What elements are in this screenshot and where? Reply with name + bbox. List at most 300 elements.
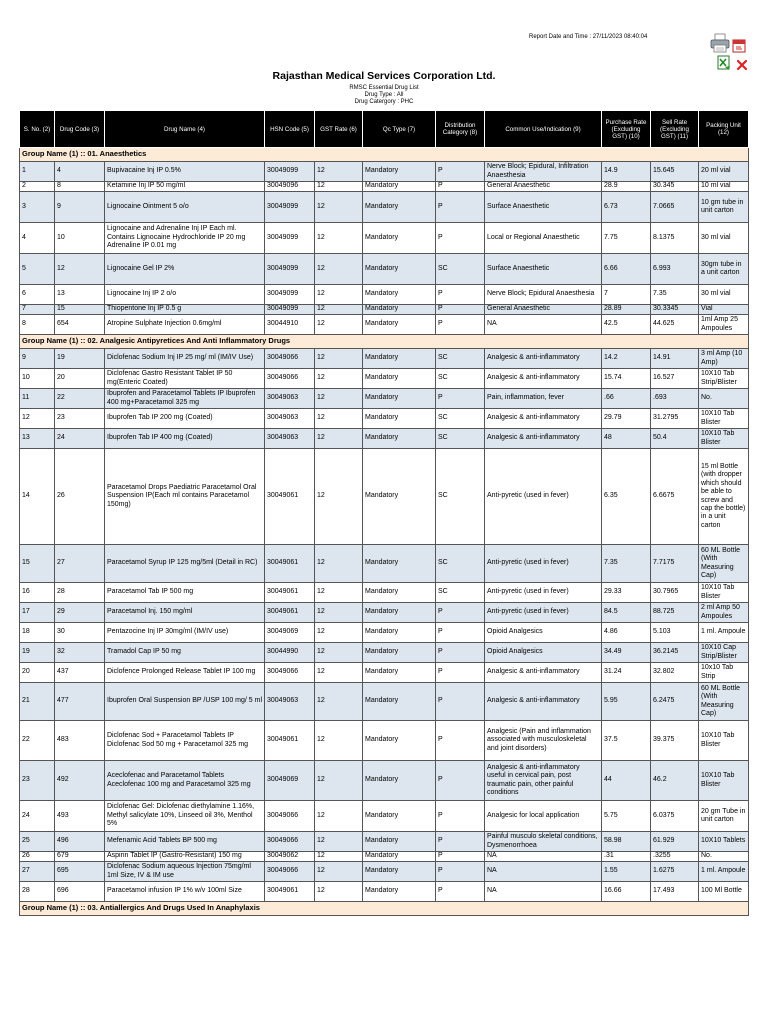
table-row (20, 663, 749, 683)
table-cell: 6.6675 (651, 449, 699, 545)
table-cell: 4 (55, 162, 105, 182)
table-cell: P (436, 862, 485, 882)
table-cell: SC (436, 369, 485, 389)
table-cell: 30.3345 (651, 305, 699, 315)
table-cell: General Anaesthetic (485, 305, 602, 315)
table-cell: Analgesic (Pain and inflammation associated with musculoskeletal and joint disorders) (485, 721, 602, 761)
table-cell: 12 (315, 643, 363, 663)
table-cell: Thiopentone Inj IP 0.5 g (105, 305, 265, 315)
table-cell: 25 (20, 832, 55, 852)
table-cell: SC (436, 583, 485, 603)
column-header: Drug Name (4) (105, 111, 265, 148)
table-cell: Mandatory (363, 663, 436, 683)
table-cell: 4 (20, 223, 55, 254)
table-cell: P (436, 182, 485, 192)
table-cell: 19 (55, 349, 105, 369)
table-cell: Nerve Block; Epidural, Infiltration Anaesthesia (485, 162, 602, 182)
table-body (20, 148, 749, 916)
table-cell: 12 (315, 254, 363, 285)
table-cell: 2 (20, 182, 55, 192)
table-cell: 13 (55, 285, 105, 305)
column-header: HSN Code (5) (265, 111, 315, 148)
table-cell: 483 (55, 721, 105, 761)
table-cell: Aspirin Tablet IP (Gastro-Resistant) 150 mg (105, 852, 265, 862)
table-cell: 58.98 (602, 832, 651, 852)
column-header: Distribution Category (8) (436, 111, 485, 148)
table-cell: 61.929 (651, 832, 699, 852)
table-cell: Local or Regional Anaesthetic (485, 223, 602, 254)
table-cell: 20 gm Tube in unit carton (699, 801, 749, 832)
table-cell: 21 (20, 683, 55, 721)
table-cell: P (436, 683, 485, 721)
table-cell: Mandatory (363, 449, 436, 545)
table-cell: Analgesic & anti-inflammatory (485, 369, 602, 389)
table-cell: 12 (315, 429, 363, 449)
table-cell: Lignocaine and Adrenaline Inj IP Each ml. Contains Lignocaine Hydrochloride IP 20 mg Adrenaline IP 0.01 mg (105, 223, 265, 254)
table-cell: 30049099 (265, 192, 315, 223)
table-cell: Analgesic for local application (485, 801, 602, 832)
table-cell: 12 (315, 862, 363, 882)
table-cell: 14.9 (602, 162, 651, 182)
table-cell: 493 (55, 801, 105, 832)
table-cell: Lignocaine Gel IP 2% (105, 254, 265, 285)
table-cell: 7.7175 (651, 545, 699, 583)
table-cell: 6.73 (602, 192, 651, 223)
table-cell: General Anaesthetic (485, 182, 602, 192)
table-cell: 48 (602, 429, 651, 449)
column-header: S. No. (2) (20, 111, 55, 148)
table-cell: P (436, 801, 485, 832)
table-cell: Mandatory (363, 192, 436, 223)
table-cell: 5 (20, 254, 55, 285)
group-row (20, 902, 749, 916)
table-cell: 30049061 (265, 545, 315, 583)
table-cell: 1.55 (602, 862, 651, 882)
table-cell: 30044990 (265, 643, 315, 663)
table-cell: 4.86 (602, 623, 651, 643)
table-cell: 17.493 (651, 882, 699, 902)
table-cell: Analgesic & anti-inflammatory (485, 409, 602, 429)
table-cell: 8 (55, 182, 105, 192)
table-cell: Pentazocine Inj IP 30mg/ml (IM/IV use) (105, 623, 265, 643)
group-row (20, 335, 749, 349)
table-cell: 15 ml Bottle (with dropper which should be able to screw and cap the bottle) in a unit carton (699, 449, 749, 545)
table-cell: 30.345 (651, 182, 699, 192)
table-cell: Mandatory (363, 369, 436, 389)
table-cell: 14.2 (602, 349, 651, 369)
table-cell: 100 Ml Bottle (699, 882, 749, 902)
table-cell: Analgesic & anti-inflammatory useful in cervical pain, post traumatic pain, other painful conditions (485, 761, 602, 801)
table-cell: P (436, 305, 485, 315)
table-cell: .3255 (651, 852, 699, 862)
table-cell: 22 (20, 721, 55, 761)
table-cell: 1.6275 (651, 862, 699, 882)
table-row (20, 603, 749, 623)
table-row (20, 305, 749, 315)
table-cell: 20 (55, 369, 105, 389)
table-cell: 9 (20, 349, 55, 369)
table-cell: 39.375 (651, 721, 699, 761)
table-row (20, 852, 749, 862)
printer-icon[interactable] (710, 33, 730, 53)
table-row (20, 254, 749, 285)
table-cell: 23 (20, 761, 55, 801)
table-cell: 12 (315, 182, 363, 192)
table-cell: NA (485, 852, 602, 862)
table-cell: 12 (315, 369, 363, 389)
table-cell: 10 (55, 223, 105, 254)
table-cell: 492 (55, 761, 105, 801)
table-cell: 30049099 (265, 285, 315, 305)
table-cell: 26 (20, 852, 55, 862)
report-datetime: Report Date and Time : 27/11/2023 08:40:04 (529, 34, 648, 40)
table-cell: 16.66 (602, 882, 651, 902)
table-row (20, 192, 749, 223)
table-cell: 12 (315, 832, 363, 852)
table-cell: 30049066 (265, 663, 315, 683)
table-cell: Mandatory (363, 409, 436, 429)
table-cell: 84.5 (602, 603, 651, 623)
table-cell: 679 (55, 852, 105, 862)
table-cell: Mandatory (363, 852, 436, 862)
table-cell: Pain, inflammation, fever (485, 389, 602, 409)
table-cell: 12 (315, 449, 363, 545)
table-cell: 26 (55, 449, 105, 545)
column-header: Common Use/Indication (9) (485, 111, 602, 148)
table-cell: 30049061 (265, 449, 315, 545)
table-cell: Paracetamol Syrup IP 125 mg/5ml (Detail in RC) (105, 545, 265, 583)
table-cell: Mandatory (363, 254, 436, 285)
table-row (20, 349, 749, 369)
table-cell: .66 (602, 389, 651, 409)
column-header: Qc Type (7) (363, 111, 436, 148)
table-cell: 6.66 (602, 254, 651, 285)
table-row (20, 583, 749, 603)
subtitle-line: RMSC Essential Drug List (349, 85, 419, 91)
table-cell: Ibuprofen and Paracetamol Tablets IP Ibuprofen 400 mg+Paracetamol 325 mg (105, 389, 265, 409)
table-cell: P (436, 882, 485, 902)
table-cell: 44 (602, 761, 651, 801)
excel-icon[interactable] (717, 55, 731, 71)
table-cell: 10 ml vial (699, 182, 749, 192)
table-cell: Diclofenac Sodium aqueous Injection 75mg/ml 1ml Size, IV & IM use (105, 862, 265, 882)
table-row (20, 832, 749, 852)
table-cell: SC (436, 409, 485, 429)
table-cell: No. (699, 389, 749, 409)
table-cell: 30049061 (265, 583, 315, 603)
column-header: Drug Code (3) (55, 111, 105, 148)
table-cell: 30049099 (265, 305, 315, 315)
column-header: Sell Rate (Excluding GST) (11) (651, 111, 699, 148)
table-row (20, 223, 749, 254)
table-cell: Atropine Sulphate Injection 0.6mg/ml (105, 315, 265, 335)
table-cell: Mandatory (363, 389, 436, 409)
table-cell: 30049062 (265, 852, 315, 862)
group-name: Group Name (1) :: 01. Anaesthetics (20, 148, 749, 162)
table-cell: 30 ml vial (699, 285, 749, 305)
table-cell: 18 (20, 623, 55, 643)
table-header-row (20, 111, 749, 148)
table-cell: 28.89 (602, 305, 651, 315)
table-row (20, 369, 749, 389)
table-cell: Paracetamol Inj. 150 mg/ml (105, 603, 265, 623)
table-cell: 10X10 Tab Blister (699, 409, 749, 429)
table-cell: 12 (315, 721, 363, 761)
table-cell: Ibuprofen Tab IP 200 mg (Coated) (105, 409, 265, 429)
table-cell: 496 (55, 832, 105, 852)
table-cell: 23 (55, 409, 105, 429)
table-cell: 8.1375 (651, 223, 699, 254)
group-name: Group Name (1) :: 03. Antiallergics And Drugs Used In Anaphylaxis (20, 902, 749, 916)
table-cell: 7 (602, 285, 651, 305)
subtitle-line: Drug Type : All (364, 92, 404, 98)
table-cell: Paracetamol infusion IP 1% w/v 100ml Size (105, 882, 265, 902)
table-cell: Ibuprofen Oral Suspension BP /USP 100 mg/ 5 ml (105, 683, 265, 721)
table-cell: 15 (55, 305, 105, 315)
table-cell: 20 ml vial (699, 162, 749, 182)
table-cell: Mandatory (363, 349, 436, 369)
table-cell: Mefenamic Acid Tablets BP 500 mg (105, 832, 265, 852)
table-cell: NA (485, 315, 602, 335)
table-cell: 34.49 (602, 643, 651, 663)
table-cell: P (436, 643, 485, 663)
table-cell: 12 (315, 882, 363, 902)
table-cell: P (436, 162, 485, 182)
table-cell: Anti-pyretic (used in fever) (485, 583, 602, 603)
table-cell: 30049099 (265, 223, 315, 254)
table-cell: 15 (20, 545, 55, 583)
table-cell: 10X10 Tab Blister (699, 583, 749, 603)
table-cell: 695 (55, 862, 105, 882)
table-cell: Surface Anaesthetic (485, 254, 602, 285)
table-cell: Mandatory (363, 683, 436, 721)
table-cell: 1 (20, 162, 55, 182)
table-cell: 12 (315, 663, 363, 683)
table-cell: 3 (20, 192, 55, 223)
table-cell: 30049066 (265, 369, 315, 389)
table-cell: 30049096 (265, 182, 315, 192)
table-cell: P (436, 285, 485, 305)
table-cell: 12 (315, 683, 363, 721)
table-cell: 24 (20, 801, 55, 832)
table-row (20, 545, 749, 583)
table-cell: P (436, 192, 485, 223)
table-cell: 28 (20, 882, 55, 902)
table-cell: P (436, 663, 485, 683)
table-cell: P (436, 761, 485, 801)
table-cell: 32 (55, 643, 105, 663)
table-cell: Diclofenac Gel: Diclofenac diethylamine 1.16%, Methyl salicylate 10%, Linseed oil 3%, Menthol 5% (105, 801, 265, 832)
table-cell: 22 (55, 389, 105, 409)
table-cell: Painful musculo skeletal conditions, Dysmenorrhoea (485, 832, 602, 852)
table-cell: Mandatory (363, 545, 436, 583)
table-cell: 12 (315, 192, 363, 223)
group-name: Group Name (1) :: 02. Analgesic Antipyretices And Anti Inflammatory Drugs (20, 335, 749, 349)
table-cell: 27 (55, 545, 105, 583)
table-row (20, 429, 749, 449)
table-cell: 30gm tube in a unit carton (699, 254, 749, 285)
table-cell: 6.2475 (651, 683, 699, 721)
table-cell: 7.0665 (651, 192, 699, 223)
table-row (20, 721, 749, 761)
table-cell: 12 (315, 389, 363, 409)
table-cell: 30049099 (265, 162, 315, 182)
table-cell: Mandatory (363, 643, 436, 663)
table-cell: Mandatory (363, 583, 436, 603)
table-cell: 30044910 (265, 315, 315, 335)
table-cell: 6.35 (602, 449, 651, 545)
table-cell: Mandatory (363, 429, 436, 449)
table-cell: P (436, 223, 485, 254)
table-cell: 12 (315, 409, 363, 429)
table-cell: Bupivacaine Inj IP 0.5% (105, 162, 265, 182)
table-cell: 6 (20, 285, 55, 305)
table-cell: 10X10 Tab Blister (699, 429, 749, 449)
table-cell: Anti-pyretic (used in fever) (485, 449, 602, 545)
table-cell: 30049069 (265, 761, 315, 801)
table-cell: SC (436, 254, 485, 285)
table-cell: 12 (315, 223, 363, 254)
subtitle-line: Drug Catergory : PHC (354, 99, 414, 105)
table-cell: 12 (315, 852, 363, 862)
table-cell: 477 (55, 683, 105, 721)
table-cell: 16 (20, 583, 55, 603)
table-cell: 1 ml. Ampoule (699, 623, 749, 643)
table-cell: 13 (20, 429, 55, 449)
table-cell: 29 (55, 603, 105, 623)
table-cell: 88.725 (651, 603, 699, 623)
table-cell: 10x10 Tab Strip (699, 663, 749, 683)
column-header: Purchase Rate (Excluding GST) (10) (602, 111, 651, 148)
table-cell: 37.5 (602, 721, 651, 761)
table-cell: 12 (55, 254, 105, 285)
table-cell: 10X10 Tab Blister (699, 721, 749, 761)
table-cell: Analgesic & anti-inflammatory (485, 349, 602, 369)
table-cell: 5.75 (602, 801, 651, 832)
table-cell: SC (436, 429, 485, 449)
table-row (20, 409, 749, 429)
table-cell: .31 (602, 852, 651, 862)
table-cell: 6.0375 (651, 801, 699, 832)
table-row (20, 643, 749, 663)
table-cell: 30.7965 (651, 583, 699, 603)
table-cell: 3 ml Amp (10 Amp) (699, 349, 749, 369)
table-cell: 696 (55, 882, 105, 902)
table-cell: NA (485, 882, 602, 902)
page-title: Rajasthan Medical Services Corporation Ltd. (272, 70, 496, 82)
table-row (20, 683, 749, 721)
table-cell: Lignocaine Inj IP 2 o/o (105, 285, 265, 305)
table-row (20, 182, 749, 192)
table-cell: 12 (315, 305, 363, 315)
table-cell: 12 (315, 545, 363, 583)
table-cell: 8 (20, 315, 55, 335)
table-cell: 7.75 (602, 223, 651, 254)
table-cell: 12 (315, 349, 363, 369)
table-cell: 46.2 (651, 761, 699, 801)
table-cell: 9 (55, 192, 105, 223)
pdf-icon[interactable] (732, 39, 748, 53)
table-cell: 10 (20, 369, 55, 389)
table-cell: 30049066 (265, 862, 315, 882)
table-cell: 12 (315, 761, 363, 801)
table-cell: Diclofenac Gastro Resistant Tablet IP 50 mg(Enteric Coated) (105, 369, 265, 389)
table-row (20, 389, 749, 409)
table-cell: 60 ML Bottle (With Measuring Cap) (699, 545, 749, 583)
table-cell: Mandatory (363, 182, 436, 192)
table-cell: 30049061 (265, 882, 315, 902)
group-row (20, 148, 749, 162)
table-row (20, 882, 749, 902)
table-cell: .693 (651, 389, 699, 409)
table-cell: Mandatory (363, 862, 436, 882)
table-cell: 12 (315, 315, 363, 335)
table-cell: 29.79 (602, 409, 651, 429)
table-cell: 30049069 (265, 623, 315, 643)
table-cell: Aceclofenac and Paracetamol Tablets Aceclofenac 100 mg and Paracetamol 325 mg (105, 761, 265, 801)
table-cell: 14.91 (651, 349, 699, 369)
table-cell: 15.74 (602, 369, 651, 389)
table-cell: 16.527 (651, 369, 699, 389)
table-row (20, 315, 749, 335)
table-cell: 5.95 (602, 683, 651, 721)
table-cell: 15.645 (651, 162, 699, 182)
table-cell: 11 (20, 389, 55, 409)
table-cell: 12 (315, 801, 363, 832)
table-cell: 14 (20, 449, 55, 545)
table-cell: P (436, 389, 485, 409)
table-cell: 30049066 (265, 832, 315, 852)
table-cell: 24 (55, 429, 105, 449)
column-header: GST Rate (6) (315, 111, 363, 148)
table-cell: Mandatory (363, 623, 436, 643)
table-cell: 31.2795 (651, 409, 699, 429)
table-cell: Analgesic & anti-inflammatory (485, 683, 602, 721)
table-cell: 30049066 (265, 349, 315, 369)
table-cell: Vial (699, 305, 749, 315)
table-cell: Diclofence Prolonged Release Tablet IP 100 mg (105, 663, 265, 683)
table-cell: 10X10 Cap Strip/Blister (699, 643, 749, 663)
table-cell: Mandatory (363, 315, 436, 335)
table-cell: 10 gm tube in unit carton (699, 192, 749, 223)
table-cell: 10X10 Tab Strip/Blister (699, 369, 749, 389)
table-cell: Diclofenac Sodium Inj IP 25 mg/ ml (IM/IV Use) (105, 349, 265, 369)
table-cell: Lignocaine Ointment 5 o/o (105, 192, 265, 223)
table-cell: 28.9 (602, 182, 651, 192)
table-cell: Ibuprofen Tab IP 400 mg (Coated) (105, 429, 265, 449)
table-cell: No. (699, 852, 749, 862)
table-cell: 12 (315, 162, 363, 182)
table-cell: 32.802 (651, 663, 699, 683)
table-row (20, 761, 749, 801)
table-cell: 6.993 (651, 254, 699, 285)
table-cell: Mandatory (363, 285, 436, 305)
table-cell: Nerve Block; Epidural Anaesthesia (485, 285, 602, 305)
table-cell: Analgesic & anti-inflammatory (485, 663, 602, 683)
table-cell: 2 ml Amp 50 Ampoules (699, 603, 749, 623)
table-cell: 12 (315, 583, 363, 603)
table-cell: 10X10 Tablets (699, 832, 749, 852)
table-cell: 7.35 (651, 285, 699, 305)
table-cell: 30049063 (265, 389, 315, 409)
table-cell: 1 ml. Ampoule (699, 862, 749, 882)
table-cell: 31.24 (602, 663, 651, 683)
table-row (20, 285, 749, 305)
table-row (20, 623, 749, 643)
table-cell: P (436, 832, 485, 852)
table-cell: Opioid Analgesics (485, 623, 602, 643)
table-cell: P (436, 315, 485, 335)
